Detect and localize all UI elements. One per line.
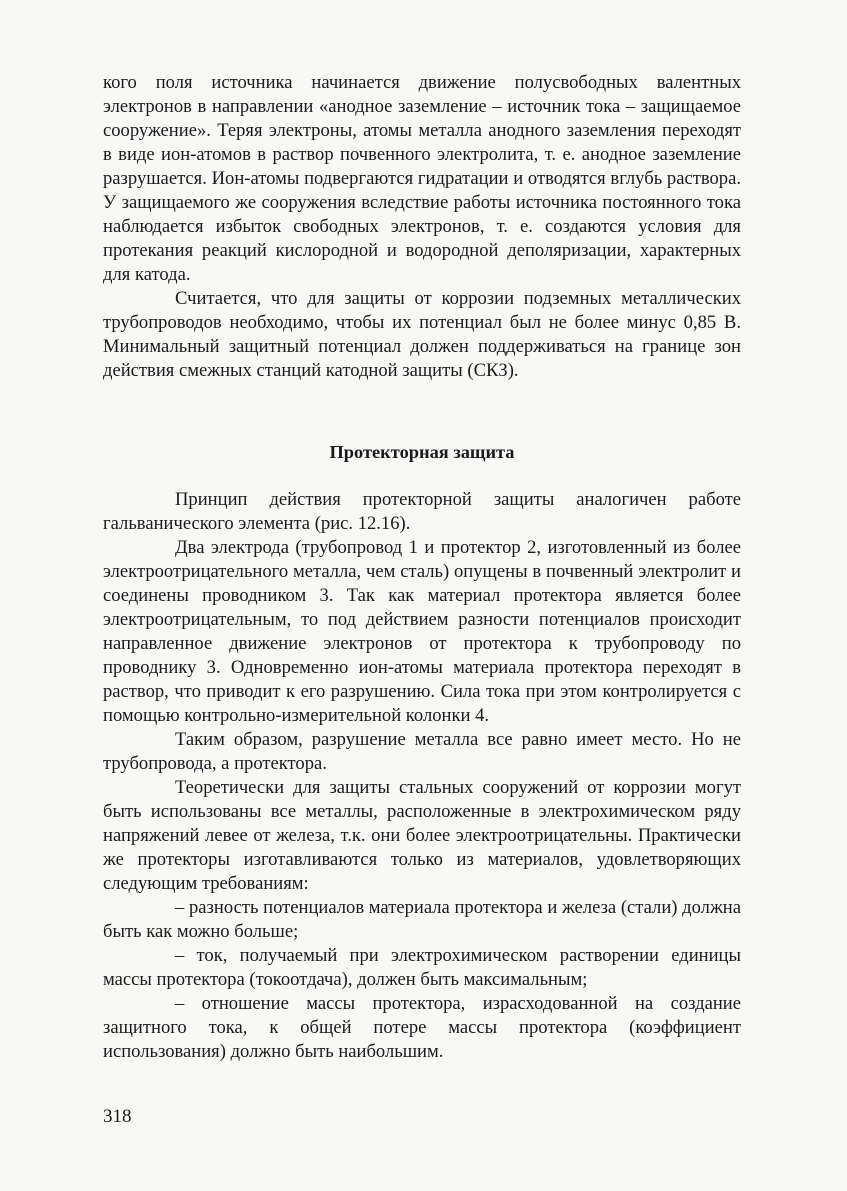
requirement-item: – отношение массы протектора, израсходованной на создание защитного тока, к общей потере массы протектора (коэффициент использования) должно быть наибольшим. bbox=[103, 993, 741, 1062]
paragraph-conclusion: Таким образом, разрушение металла все равно имеет место. Но не трубопровода, а протектора. bbox=[103, 729, 741, 774]
section-heading: Протекторная защита bbox=[329, 442, 515, 462]
paragraph-principle: Принцип действия протекторной защиты аналогичен работе гальванического элемента (рис. 12.16). bbox=[103, 489, 741, 534]
page-number: 318 bbox=[103, 1106, 132, 1127]
requirement-item: – ток, получаемый при электрохимическом растворении единицы массы протектора (токоотдача), должен быть максимальным; bbox=[103, 945, 741, 990]
paragraph-continued: кого поля источника начинается движение полусвободных валентных электронов в направлении «анодное заземление – источник тока – защищаемое сооружение». Теряя электроны, атомы металла анодного заземления переходят в виде ион-атомов в раствор почвенного электролита, т. е. анодное заземление разрушается. Ион-атомы подвергаются гидратации и отводятся вглубь раствора. У защищаемого же сооружения вследствие работы источника постоянного тока наблюдается избыток свободных электронов, т. е. создаются условия для протекания реакций кислородной и водородной деполяризации, характерных для катода. bbox=[103, 72, 741, 285]
requirement-item: – разность потенциалов материала протектора и железа (стали) должна быть как можно больше; bbox=[103, 897, 741, 942]
paragraph-theoretically: Теоретически для защиты стальных сооружений от коррозии могут быть использованы все металлы, расположенные в электрохимическом ряду напряжений левее от железа, т.к. они более электроотрицательны. Практически же протекторы изготавливаются только из материалов, удовлетворяющих следующим требованиям: bbox=[103, 777, 741, 894]
bottom-text-block bbox=[103, 488, 741, 1064]
paragraph-protection-potential: Считается, что для защиты от коррозии подземных металлических трубопроводов необходимо, чтобы их потенциал был не более минус 0,85 В. Минимальный защитный потенциал должен поддерживаться на границе зон действия смежных станций катодной защиты (СКЗ). bbox=[103, 288, 741, 381]
paragraph-two-electrodes: Два электрода (трубопровод 1 и протектор 2, изготовленный из более электроотрицательного металла, чем сталь) опущены в почвенный электролит и соединены проводником 3. Так как материал протектора является более электроотрицательным, то под действием разности потенциалов происходит направленное движение электронов от протектора к трубопроводу по проводнику 3. Одновременно ион-атомы материала протектора переходят в раствор, что приводит к его разрушению. Сила тока при этом контролируется с помощью контрольно-измерительной колонки 4. bbox=[103, 537, 741, 726]
top-text-block bbox=[103, 71, 741, 383]
